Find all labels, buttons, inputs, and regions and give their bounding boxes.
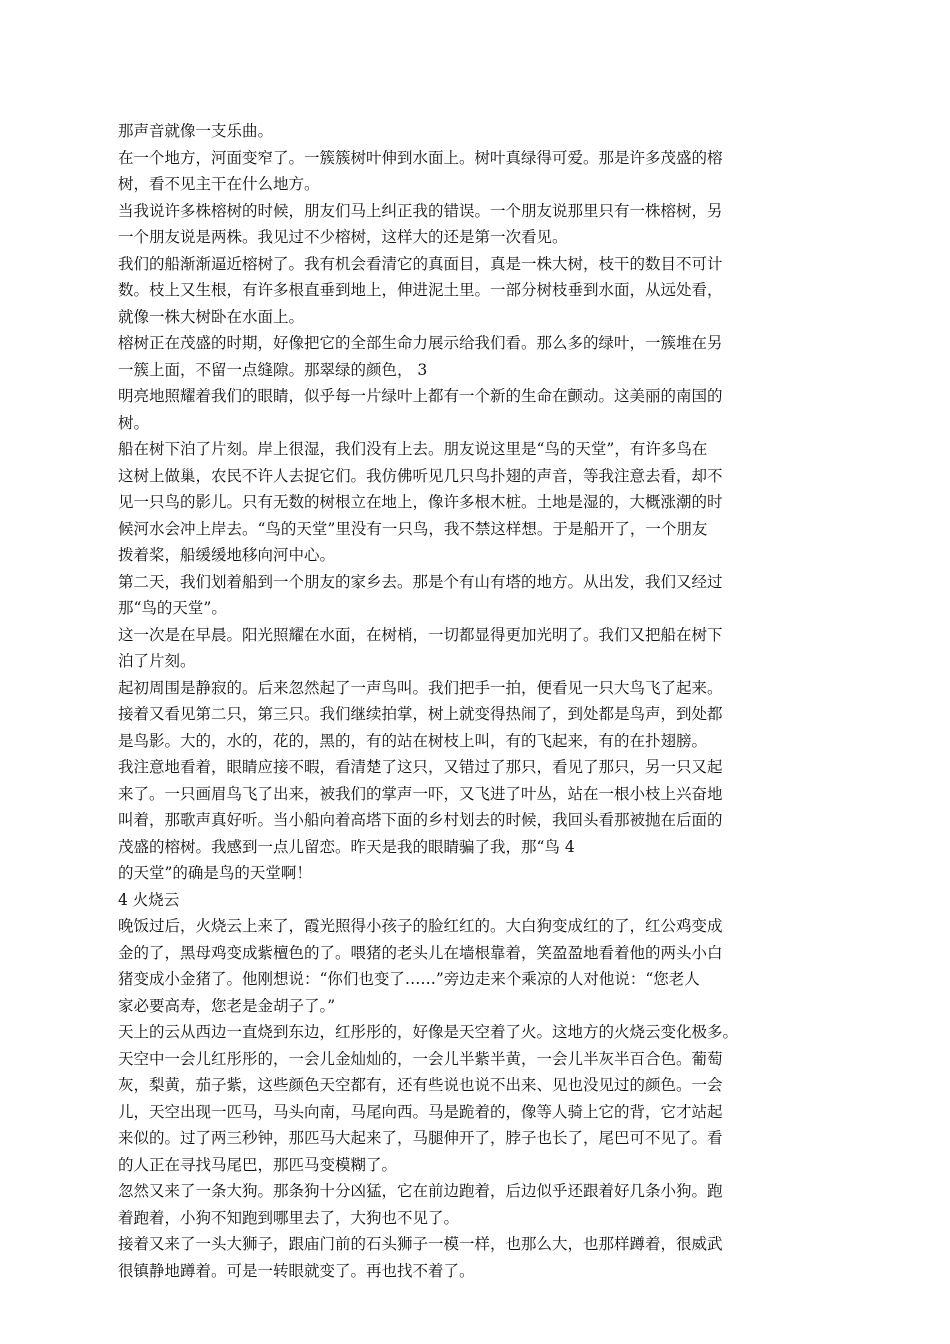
text-line: 第二天，我们划着船到一个朋友的家乡去。那是个有山有塔的地方。从出发，我们又经过 bbox=[118, 572, 723, 591]
text-line: 忽然又来了一条大狗。那条狗十分凶猛，它在前边跑着，后边似乎还跟着好几条小狗。跑 bbox=[118, 1182, 723, 1200]
text-line: 见一只鸟的影儿。只有无数的树根立在地上，像许多根木桩。土地是湿的，大概涨潮的时 bbox=[118, 493, 723, 511]
text-line: 4 火烧云 bbox=[118, 890, 180, 909]
text-line: 树。 bbox=[118, 413, 150, 432]
text-line: 天上的云从西边一直烧到东边，红彤彤的，好像是天空着了火。这地方的火烧云变化极多。 bbox=[118, 1023, 739, 1041]
text-line: 一簇上面，不留一点缝隙。那翠绿的颜色， 3 bbox=[118, 360, 428, 379]
text-line: 那声音就像一支乐曲。 bbox=[118, 122, 274, 140]
text-line: 树，看不见主干在什么地方。 bbox=[118, 175, 320, 193]
text-line: 泊了片刻。 bbox=[118, 652, 196, 670]
text-line: 的人正在寻找马尾巴，那匹马变模糊了。 bbox=[118, 1155, 398, 1174]
text-line: 就像一株大树卧在水面上。 bbox=[118, 307, 305, 326]
text-line: 船在树下泊了片刻。岸上很湿，我们没有上去。朋友说这里是“鸟的天堂”，有许多鸟在 bbox=[118, 440, 708, 458]
text-line: 是鸟影。大的，水的，花的，黑的，有的站在树枝上叫，有的飞起来，有的在扑翅膀。 bbox=[118, 731, 708, 750]
text-line: 候河水会冲上岸去。“鸟的天堂”里没有一只鸟，我不禁这样想。于是船开了，一个朋友 bbox=[118, 519, 708, 538]
text-line: 我们的船渐渐逼近榕树了。我有机会看清它的真面目，真是一株大树，枝干的数目不可计 bbox=[118, 254, 723, 273]
text-line: 茂盛的榕树。我感到一点儿留恋。昨天是我的眼睛骗了我，那“鸟 4 bbox=[118, 837, 575, 856]
text-line: 一个朋友说是两株。我见过不少榕树，这样大的还是第一次看见。 bbox=[118, 228, 568, 246]
text-line: 这一次是在早晨。阳光照耀在水面，在树梢，一切都显得更加光明了。我们又把船在树下 bbox=[118, 625, 723, 644]
text-line: 来了。一只画眉鸟飞了出来，被我们的掌声一吓，又飞进了叶丛，站在一根小枝上兴奋地 bbox=[118, 784, 723, 803]
text-line: 起初周围是静寂的。后来忽然起了一声鸟叫。我们把手一拍，便看见一只大鸟飞了起来。 bbox=[118, 678, 723, 697]
text-line: 我注意地看着，眼睛应接不暇，看清楚了这只，又错过了那只，看见了那只，另一只又起 bbox=[118, 758, 723, 776]
text-line: 接着又看见第二只，第三只。我们继续拍掌，树上就变得热闹了，到处都是鸟声，到处都 bbox=[118, 705, 723, 723]
document-body bbox=[118, 118, 838, 1284]
text-line: 这树上做巢，农民不许人去捉它们。我仿佛听见几只鸟扑翅的声音，等我注意去看，却不 bbox=[118, 466, 723, 485]
text-line: 晚饭过后，火烧云上来了，霞光照得小孩子的脸红红的。大白狗变成红的了，红公鸡变成 bbox=[118, 917, 723, 935]
text-line: 的天堂”的确是鸟的天堂啊！ bbox=[118, 864, 312, 882]
text-line: 天空中一会儿红彤彤的，一会儿金灿灿的，一会儿半紫半黄，一会儿半灰半百合色。葡萄 bbox=[118, 1049, 723, 1068]
text-line: 灰，梨黄，茄子紫，这些颜色天空都有，还有些说也说不出来、见也没见过的颜色。一会 bbox=[118, 1076, 723, 1094]
text-line: 明亮地照耀着我们的眼睛，似乎每一片绿叶上都有一个新的生命在颤动。这美丽的南国的 bbox=[118, 387, 723, 405]
text-line: 家必要高寿，您老是金胡子了。” bbox=[118, 996, 336, 1015]
text-line: 叫着，那歌声真好听。当小船向着高塔下面的乡村划去的时候，我回头看那被抛在后面的 bbox=[118, 811, 723, 829]
text-line: 很镇静地蹲着。可是一转眼就变了。再也找不着了。 bbox=[118, 1261, 475, 1280]
text-line: 在一个地方，河面变窄了。一簇簇树叶伸到水面上。树叶真绿得可爱。那是许多茂盛的榕 bbox=[118, 148, 723, 167]
text-line: 着跑着，小狗不知跑到哪里去了，大狗也不见了。 bbox=[118, 1208, 460, 1227]
text-line: 榕树正在茂盛的时期，好像把它的全部生命力展示给我们看。那么多的绿叶，一簇堆在另 bbox=[118, 334, 723, 352]
text-line: 来似的。过了两三秒钟，那匹马大起来了，马腿伸开了，脖子也长了，尾巴可不见了。看 bbox=[118, 1129, 723, 1147]
text-line: 数。枝上又生根，有许多根直垂到地上，伸进泥土里。一部分树枝垂到水面，从远处看， bbox=[118, 281, 723, 299]
text-line: 猪变成小金猪了。他刚想说：“你们也变了……”旁边走来个乘凉的人对他说：“您老人 bbox=[118, 970, 700, 988]
text-line: 接着又来了一头大狮子，跟庙门前的石头狮子一模一样，也那么大，也那样蹲着，很威武 bbox=[118, 1235, 723, 1253]
text-line: 拨着桨，船缓缓地移向河中心。 bbox=[118, 546, 336, 564]
text-line: 儿，天空出现一匹马，马头向南，马尾向西。马是跪着的，像等人骑上它的背，它才站起 bbox=[118, 1102, 723, 1121]
text-line: 那“鸟的天堂”。 bbox=[118, 599, 227, 617]
text-line: 当我说许多株榕树的时候，朋友们马上纠正我的错误。一个朋友说那里只有一株榕树，另 bbox=[118, 201, 723, 220]
text-line: 金的了，黑母鸡变成紫檀色的了。喂猪的老头儿在墙根靠着，笑盈盈地看着他的两头小白 bbox=[118, 943, 723, 962]
